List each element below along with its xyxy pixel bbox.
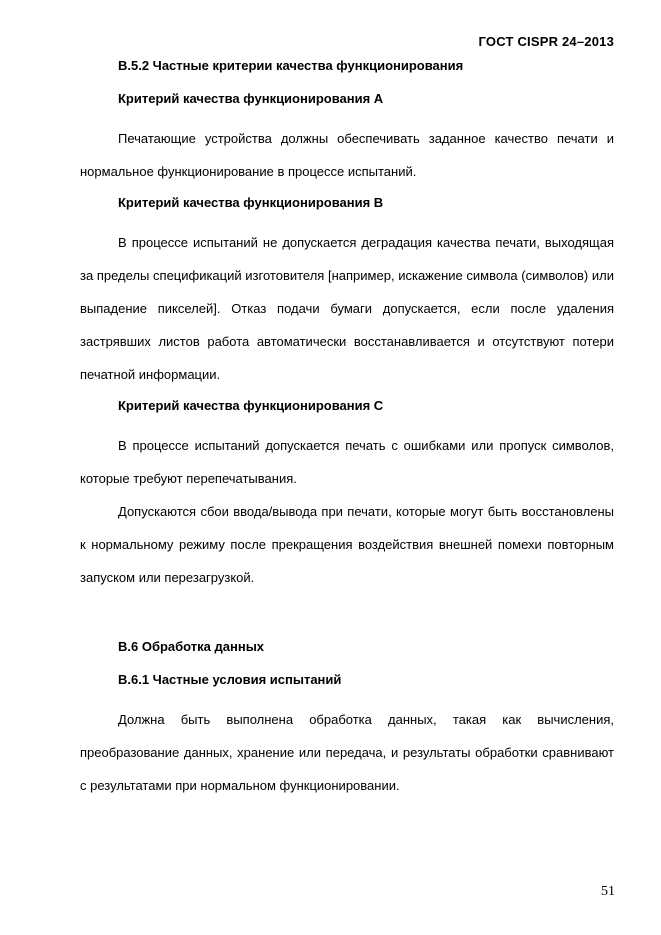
criterion-a-title: Критерий качества функционирования А xyxy=(118,91,384,106)
section-b61-text: Должна быть выполнена обработка данных, такая как вычисления, преобразование данных, хранение или передача, и результаты обработки сравнивают с результатами при нормальном функционировании. xyxy=(80,712,614,793)
section-b61-title: В.6.1 Частные условия испытаний xyxy=(118,672,342,687)
criterion-b-title: Критерий качества функционирования В xyxy=(118,195,384,210)
criterion-c-text-1: В процессе испытаний допускается печать с ошибками или пропуск символов, которые требуют перепечатывания. xyxy=(80,438,614,486)
criterion-a-text: Печатающие устройства должны обеспечивать заданное качество печати и нормальное функционирование в процессе испытаний. xyxy=(80,131,614,179)
criterion-c-text-2: Допускаются сбои ввода/вывода при печати, которые могут быть восстановлены к нормальному режиму после прекращения воздействия внешней помехи повторным запуском или перезагрузкой. xyxy=(80,504,614,585)
section-b6-title: В.6 Обработка данных xyxy=(118,639,265,654)
section-spacer xyxy=(80,594,614,637)
criterion-c-title: Критерий качества функционирования С xyxy=(118,398,384,413)
section-b52-title: В.5.2 Частные критерии качества функционирования xyxy=(118,58,464,73)
document-code-header: ГОСТ CISPR 24–2013 xyxy=(478,34,614,49)
criterion-b-text: В процессе испытаний не допускается деградация качества печати, выходящая за пределы спецификаций изготовителя [например, искажение символа (символов) или выпадение пикселей]. Отказ подачи бумаги допускается, если после удаления застрявших листов работа автоматически восстанавливается и отсутствуют потери печатной информации. xyxy=(80,235,614,382)
page-content xyxy=(80,56,614,802)
page-number: 51 xyxy=(601,884,615,899)
